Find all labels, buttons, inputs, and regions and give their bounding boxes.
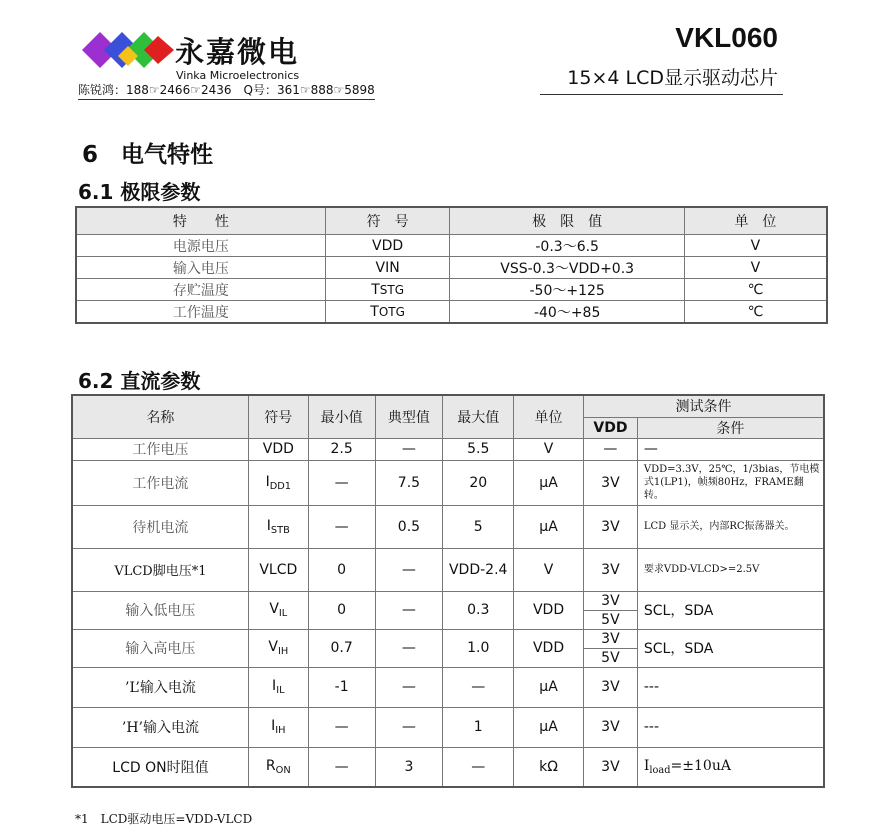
param-name: 待机电流: [72, 505, 248, 548]
param-symbol: $I_{STB}$: [248, 505, 308, 548]
table-row: [72, 460, 824, 505]
param-vdd: 3V: [583, 629, 637, 648]
param-min: —: [308, 707, 375, 747]
param-condition: ---: [637, 667, 824, 707]
param-symbol: VIN: [325, 257, 450, 279]
document-subtitle: 15×4 LCD显示驱动芯片: [567, 67, 778, 89]
table-row: [72, 438, 824, 460]
param-value: -50～+125: [450, 279, 684, 301]
param-symbol: VDD: [325, 235, 450, 257]
param-unit: V: [684, 235, 827, 257]
param-typ: —: [375, 707, 443, 747]
param-condition: ---: [637, 707, 824, 747]
param-symbol: $I_{IH}$: [248, 707, 308, 747]
param-symbol: VDD: [248, 438, 308, 460]
param-condition: VDD=3.3V，25℃，1/3bias，节电模式1(LP1)，帧频80Hz，FRAME翻转。: [637, 460, 824, 505]
param-typ: 3: [375, 747, 443, 787]
param-vdd: 5V: [583, 610, 637, 629]
param-vdd: 3V: [583, 548, 637, 591]
param-max: —: [443, 667, 514, 707]
header-cell: 单 位: [684, 207, 827, 235]
param-unit: V: [514, 438, 584, 460]
param-name: ’L’输入电流: [72, 667, 248, 707]
param-vdd: 3V: [583, 707, 637, 747]
param-symbol: $V_{IH}$: [248, 629, 308, 667]
param-name: ’H’输入电流: [72, 707, 248, 747]
part-number: VKL060: [675, 22, 778, 53]
param-symbol: VLCD: [248, 548, 308, 591]
param-name: 工作温度: [76, 301, 325, 324]
abs-max-title: 6.1 极限参数: [78, 180, 201, 204]
param-vdd: —: [583, 438, 637, 460]
param-condition: SCL，SDA: [637, 591, 824, 629]
param-symbol: TOTG: [325, 301, 450, 324]
param-condition: LCD 显示关，内部RC振荡器关。: [637, 505, 824, 548]
param-vdd: 3V: [583, 460, 637, 505]
header-cell: 典型值: [375, 395, 443, 438]
param-name: LCD ON时阻值: [72, 747, 248, 787]
param-name: 存贮温度: [76, 279, 325, 301]
header-cell: 符号: [248, 395, 308, 438]
contact-line: 陈锐鸿：188☞2466☞2436 Q号：361☞888☞5898: [78, 81, 375, 100]
company-name-en: Vinka Microelectronics: [176, 69, 300, 82]
param-unit: μA: [514, 505, 584, 548]
table-row: [72, 747, 824, 787]
param-min: 2.5: [308, 438, 375, 460]
company-name: 永嘉微电: [175, 35, 300, 69]
param-condition: $I_{load}=\pm 10uA$: [637, 747, 824, 787]
table-row: [76, 235, 827, 257]
param-value: -40～+85: [450, 301, 684, 324]
param-typ: —: [375, 629, 443, 667]
param-typ: —: [375, 438, 443, 460]
header-cell: VDD: [583, 417, 637, 438]
param-name: 工作电压: [72, 438, 248, 460]
param-max: 1.0: [443, 629, 514, 667]
param-vdd: 5V: [583, 648, 637, 667]
param-symbol: TSTG: [325, 279, 450, 301]
param-name: VLCD脚电压*1: [72, 548, 248, 591]
table-row: [76, 301, 827, 324]
table-row: [76, 279, 827, 301]
param-name: 电源电压: [76, 235, 325, 257]
param-name: 输入电压: [76, 257, 325, 279]
param-max: 5: [443, 505, 514, 548]
table-row: [72, 591, 824, 610]
param-min: 0: [308, 591, 375, 629]
abs-max-table: [75, 206, 828, 324]
param-unit: ℃: [684, 301, 827, 324]
header-cell: 条件: [637, 417, 824, 438]
param-vdd: 3V: [583, 591, 637, 610]
param-value: VSS-0.3～VDD+0.3: [450, 257, 684, 279]
param-max: 0.3: [443, 591, 514, 629]
param-max: —: [443, 747, 514, 787]
param-symbol: $V_{IL}$: [248, 591, 308, 629]
param-unit: V: [684, 257, 827, 279]
param-symbol: $I_{IL}$: [248, 667, 308, 707]
param-condition: 要求VDD-VLCD>=2.5V: [637, 548, 824, 591]
header-cell: 最大值: [443, 395, 514, 438]
param-unit: V: [514, 548, 584, 591]
param-min: —: [308, 505, 375, 548]
param-max: 20: [443, 460, 514, 505]
param-unit: VDD: [514, 629, 584, 667]
header-cell: 名称: [72, 395, 248, 438]
param-unit: μA: [514, 707, 584, 747]
param-typ: 0.5: [375, 505, 443, 548]
table-row: [72, 548, 824, 591]
header-cell: 最小值: [308, 395, 375, 438]
param-condition: —: [637, 438, 824, 460]
footnote: *1 LCD驱动电压=VDD-VLCD: [75, 812, 253, 826]
param-unit: VDD: [514, 591, 584, 629]
header-cell: 测试条件: [583, 395, 824, 417]
param-typ: —: [375, 548, 443, 591]
param-min: 0: [308, 548, 375, 591]
param-min: —: [308, 460, 375, 505]
header-cell: 极 限 值: [450, 207, 684, 235]
param-name: 工作电流: [72, 460, 248, 505]
table-row: [72, 707, 824, 747]
param-max: 5.5: [443, 438, 514, 460]
abs-max-header-row: [76, 207, 827, 235]
table-row: [76, 257, 827, 279]
param-typ: 7.5: [375, 460, 443, 505]
param-vdd: 3V: [583, 505, 637, 548]
table-row: [72, 505, 824, 548]
param-typ: —: [375, 667, 443, 707]
header-cell: 特 性: [76, 207, 325, 235]
table-row: [72, 629, 824, 648]
header-cell: 单位: [514, 395, 584, 438]
table-row: [72, 667, 824, 707]
param-unit: kΩ: [514, 747, 584, 787]
param-unit: μA: [514, 460, 584, 505]
param-symbol: $R_{ON}$: [248, 747, 308, 787]
param-condition: SCL，SDA: [637, 629, 824, 667]
header-rule: [540, 94, 783, 95]
param-max: 1: [443, 707, 514, 747]
param-min: -1: [308, 667, 375, 707]
param-unit: ℃: [684, 279, 827, 301]
dc-header-row: [72, 395, 824, 417]
param-max: VDD-2.4: [443, 548, 514, 591]
param-min: 0.7: [308, 629, 375, 667]
param-typ: —: [375, 591, 443, 629]
param-vdd: 3V: [583, 747, 637, 787]
dc-title: 6.2 直流参数: [78, 369, 201, 393]
company-logo: [82, 30, 174, 80]
param-name: 输入高电压: [72, 629, 248, 667]
header-cell: 符 号: [325, 207, 450, 235]
section-title: 6 电气特性: [82, 142, 214, 168]
param-name: 输入低电压: [72, 591, 248, 629]
param-symbol: $I_{DD1}$: [248, 460, 308, 505]
param-vdd: 3V: [583, 667, 637, 707]
param-min: —: [308, 747, 375, 787]
param-unit: μA: [514, 667, 584, 707]
param-value: -0.3～6.5: [450, 235, 684, 257]
dc-table: [71, 394, 825, 788]
